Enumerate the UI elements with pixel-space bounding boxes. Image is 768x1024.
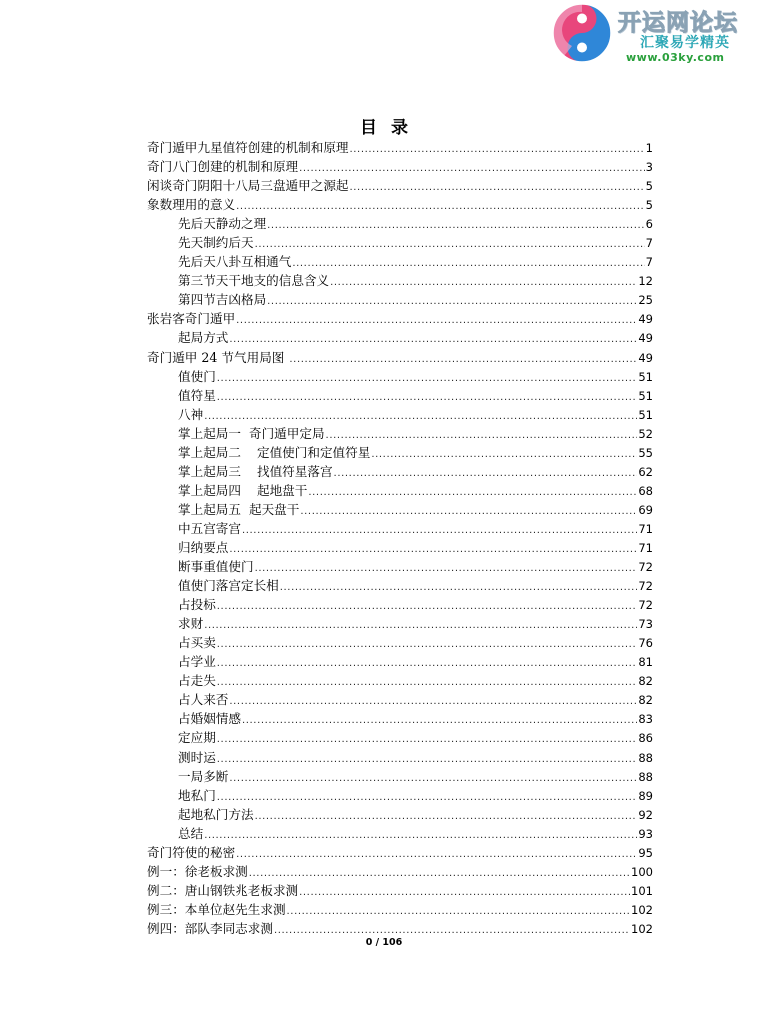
toc-entry-page: 1 [645,141,653,155]
toc-entry[interactable] [147,690,653,709]
toc-entry-page: 82 [638,674,653,689]
toc-dot-leader [204,616,637,635]
toc-entry-page: 101 [631,883,653,898]
toc-entry[interactable] [147,138,653,157]
toc-entry-page: 95 [638,845,653,860]
toc-entry-label: 占走失 [178,673,216,689]
toc-entry-label: 奇门遁甲 24 节气用局图 [147,349,289,365]
toc-entry-label: 占投标 [178,597,216,613]
toc-entry-page: 7 [645,236,653,251]
toc-entry-label: 奇门符使的秘密 [147,844,236,860]
toc-entry-label: 象数理用的意义 [147,197,236,213]
toc-entry-label: 奇门遁甲九星值符创建的机制和原理 [147,140,349,155]
toc-entry-label: 第三节天干地支的信息含义 [178,273,330,289]
taiji-logo-icon [550,2,614,64]
toc-dot-leader [255,559,638,578]
toc-entry-label: 地私门 [178,787,216,803]
toc-entry-page: 49 [638,331,653,346]
watermark-slogan: 汇聚易学精英 [640,35,730,51]
toc-entry-page: 92 [638,807,653,822]
toc-dot-leader [287,902,631,921]
toc-dot-leader [308,483,637,502]
toc-entry-label: 张岩客奇门遁甲 [147,311,236,327]
toc-entry-page: 55 [638,445,653,460]
toc-entry-page: 3 [645,160,653,175]
toc-dot-leader [229,769,637,788]
toc-entry-page: 25 [638,293,653,308]
toc-dot-leader [217,635,638,654]
toc-entry-label: 占婚姻情感 [178,711,241,727]
toc-entry-page: 52 [638,426,653,441]
toc-entry[interactable] [147,595,653,614]
toc-entry-label: 测时运 [178,749,216,765]
toc-entry-label: 断事重值使门 [178,559,254,575]
toc-dot-leader [242,521,637,540]
toc-entry[interactable] [147,576,653,595]
toc-dot-leader [299,159,645,178]
toc-dot-leader [267,216,645,235]
toc-entry[interactable] [147,367,653,386]
toc-entry-label: 先后天八卦互相通气 [178,254,292,270]
toc-entry-page: 83 [638,712,653,727]
toc-entry-label: 例三：本单位赵先生求测 [147,901,286,917]
toc-entry-page: 5 [645,198,653,213]
toc-entry-page: 73 [638,617,653,632]
toc-dot-leader [280,578,638,597]
toc-entry[interactable] [147,786,653,805]
watermark-title: 开运网论坛 [618,10,738,36]
toc-entry-label: 求财 [178,616,204,632]
toc-dot-leader [217,654,638,673]
toc-entry[interactable] [147,614,653,633]
toc-entry-label: 定应期 [178,730,216,746]
toc-entry-label: 八神 [178,406,204,422]
toc-entry-label: 掌上起局一 奇门遁甲定局 [178,425,325,441]
toc-entry[interactable] [147,805,653,824]
toc-entry-page: 68 [638,483,653,498]
toc-dot-leader [217,750,638,769]
toc-dot-leader [217,788,638,807]
toc-entry-page: 69 [638,502,653,517]
toc-dot-leader [217,673,638,692]
toc-dot-leader [350,178,645,197]
toc-entry-page: 93 [638,826,653,841]
toc-dot-leader [229,692,637,711]
toc-entry[interactable] [147,214,653,233]
table-of-contents [147,138,653,938]
toc-entry-label: 中五宫寄宫 [178,520,241,536]
toc-entry[interactable] [147,405,653,424]
toc-entry[interactable] [147,176,653,195]
toc-entry[interactable] [147,900,653,919]
toc-entry-page: 12 [638,274,653,289]
toc-entry-page: 102 [631,921,653,936]
toc-entry-page: 51 [638,369,653,384]
toc-entry-page: 89 [638,788,653,803]
toc-entry-page: 88 [638,750,653,765]
toc-entry-label: 掌上起局三 找值符星落宫 [178,463,333,479]
toc-entry-page: 102 [631,902,653,917]
toc-dot-leader [236,197,645,216]
toc-entry-label: 归纳要点 [178,539,229,555]
toc-entry-label: 掌上起局五 起天盘干 [178,501,300,517]
toc-entry[interactable] [147,843,653,862]
toc-entry-label: 掌上起局二 定值使门和定值符星 [178,444,371,460]
toc-entry-page: 88 [638,769,653,784]
toc-entry[interactable] [147,919,653,938]
toc-entry-page: 100 [631,864,653,879]
toc-dot-leader [289,350,637,369]
toc-entry-page: 51 [638,388,653,403]
toc-entry[interactable] [147,652,653,671]
toc-entry[interactable] [147,767,653,786]
toc-entry-page: 82 [638,693,653,708]
toc-entry-page: 49 [638,312,653,327]
toc-dot-leader [334,464,638,483]
toc-dot-leader [326,426,638,445]
toc-dot-leader [255,235,645,254]
toc-entry[interactable] [147,348,653,367]
toc-entry-page: 7 [645,255,653,270]
toc-dot-leader [292,254,644,273]
toc-entry[interactable] [147,728,653,747]
toc-entry-label: 起地私门方法 [178,806,254,822]
toc-entry[interactable] [147,462,653,481]
toc-entry-label: 占买卖 [178,635,216,651]
toc-dot-leader [229,330,637,349]
toc-entry-page: 81 [638,655,653,670]
toc-title: 目录 [360,118,422,138]
toc-dot-leader [217,369,638,388]
toc-dot-leader [217,597,638,616]
toc-entry[interactable] [147,538,653,557]
toc-entry[interactable] [147,328,653,347]
toc-dot-leader [242,711,637,730]
toc-entry-label: 先后天静动之理 [178,216,267,232]
toc-dot-leader [255,807,638,826]
toc-entry-page: 71 [638,521,653,536]
toc-entry-page: 72 [638,579,653,594]
toc-entry[interactable] [147,881,653,900]
toc-entry-label: 值使门 [178,368,216,384]
toc-entry-label: 例二：唐山钢铁兆老板求测 [147,882,299,898]
toc-entry-label: 值符星 [178,387,216,403]
toc-entry-label: 例一：徐老板求测 [147,863,248,879]
toc-dot-leader [204,826,637,845]
watermark-url: www.03ky.com [626,51,725,64]
toc-entry[interactable] [147,157,653,176]
toc-entry-label: 奇门八门创建的机制和原理 [147,159,299,175]
toc-entry-label: 例四：部队李同志求测 [147,920,273,936]
toc-entry[interactable] [147,557,653,576]
toc-dot-leader [267,292,637,311]
toc-entry[interactable] [147,443,653,462]
toc-dot-leader [236,311,637,330]
toc-entry[interactable] [147,481,653,500]
toc-entry-page: 6 [645,217,653,232]
toc-entry-label: 先天制约后天 [178,235,254,251]
toc-dot-leader [371,445,637,464]
toc-dot-leader [350,140,645,159]
toc-entry-page: 5 [645,179,653,194]
toc-entry[interactable] [147,309,653,328]
toc-entry[interactable] [147,671,653,690]
toc-dot-leader [249,864,630,883]
toc-entry[interactable] [147,519,653,538]
toc-dot-leader [299,883,630,902]
toc-entry-label: 一局多断 [178,768,229,784]
toc-entry[interactable] [147,386,653,405]
toc-entry[interactable] [147,709,653,728]
page-indicator: 0 / 106 [365,937,403,948]
toc-entry-label: 总结 [178,825,204,841]
toc-dot-leader [300,502,637,521]
toc-entry[interactable] [147,271,653,290]
toc-entry[interactable] [147,290,653,309]
toc-entry[interactable] [147,252,653,271]
toc-entry-page: 71 [638,540,653,555]
toc-entry-page: 72 [638,598,653,613]
toc-entry-label: 值使门落宫定长相 [178,578,279,594]
toc-entry-label: 占人来否 [178,692,229,708]
toc-entry-page: 86 [638,731,653,746]
toc-entry-page: 51 [638,407,653,422]
toc-entry[interactable] [147,195,653,214]
toc-entry[interactable] [147,824,653,843]
toc-dot-leader [330,273,637,292]
toc-entry[interactable] [147,862,653,881]
toc-entry[interactable] [147,424,653,443]
toc-dot-leader [217,730,638,749]
toc-entry-label: 第四节吉凶格局 [178,292,267,308]
toc-entry-page: 49 [638,350,653,365]
toc-dot-leader [236,845,637,864]
toc-dot-leader [217,388,638,407]
toc-entry-label: 起局方式 [178,330,229,346]
toc-entry-label: 占学业 [178,654,216,670]
toc-entry[interactable] [147,500,653,519]
toc-dot-leader [229,540,637,559]
toc-entry-page: 76 [638,636,653,651]
site-watermark [550,0,768,70]
toc-entry-label: 闲谈奇门阴阳十八局三盘遁甲之源起 [147,178,349,194]
toc-entry[interactable] [147,748,653,767]
toc-entry-page: 62 [638,464,653,479]
toc-entry[interactable] [147,233,653,252]
toc-entry[interactable] [147,633,653,652]
toc-entry-page: 72 [638,560,653,575]
toc-entry-label: 掌上起局四 起地盘干 [178,482,308,498]
